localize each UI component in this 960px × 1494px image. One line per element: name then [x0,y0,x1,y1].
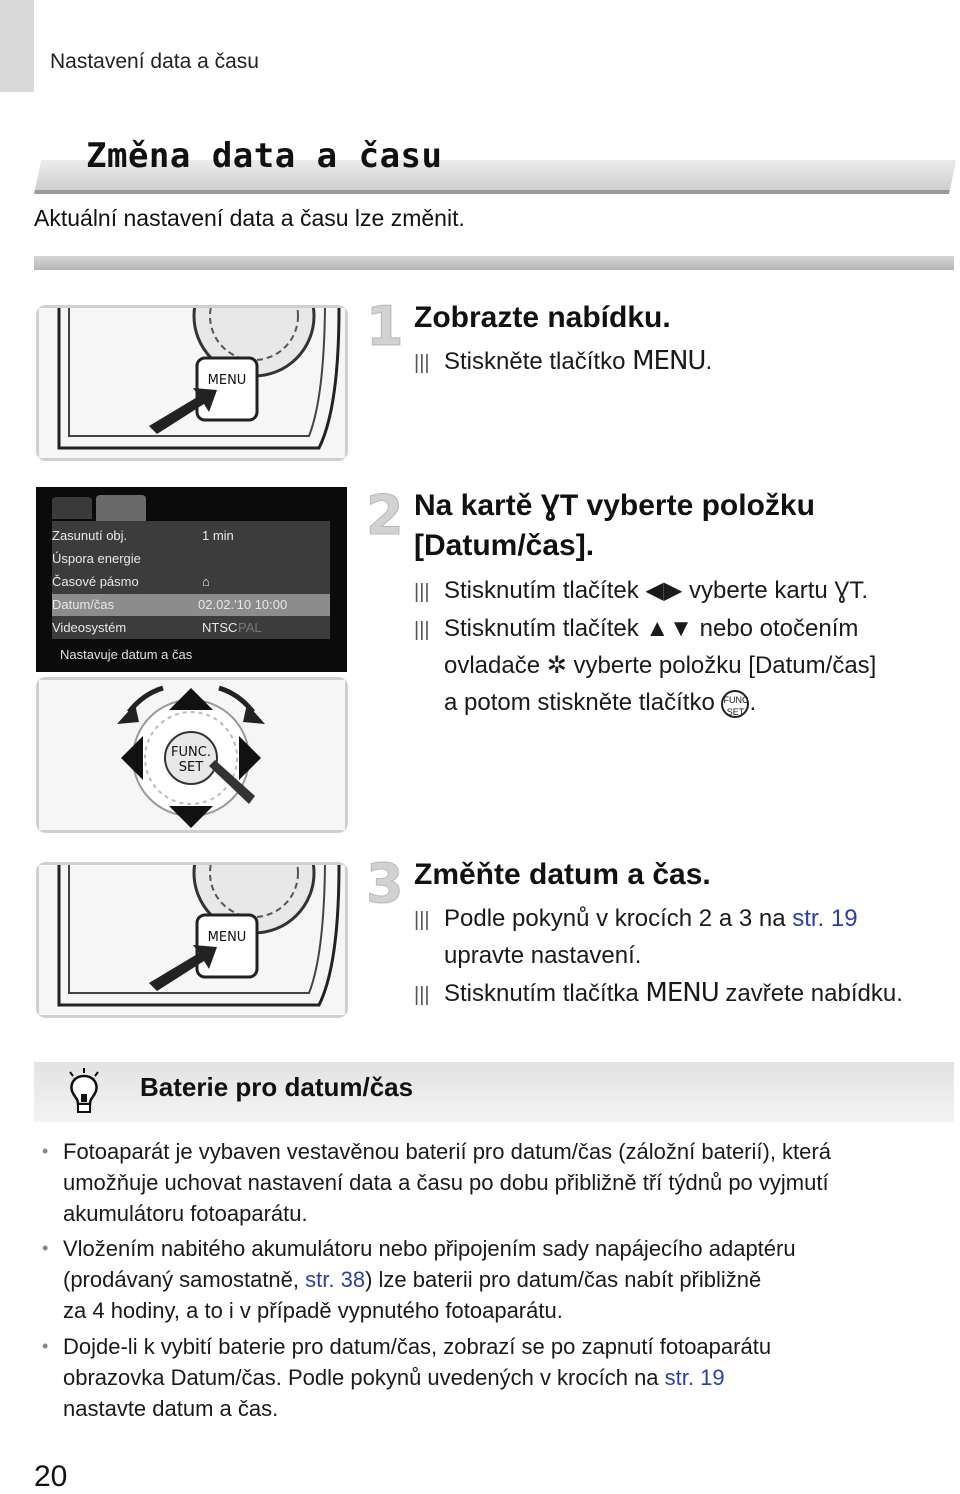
bullet-dot: • [42,1336,49,1356]
camera-menu-button-illustration [39,865,345,1015]
bullet-bars-icon: ||| [414,909,430,931]
svg-text:MENU: MENU [207,373,247,388]
lightbulb-icon [64,1066,104,1121]
tip-line [63,1362,942,1393]
bullet-bars-icon: ||| [414,352,430,374]
running-head: Nastavení data a času [50,50,259,73]
page-link[interactable]: str. 19 [664,1365,725,1390]
step1-title: Zobrazte nabídku. [414,301,671,334]
bullet-text: Podle pokynů v krocích 2 a 3 na [444,905,793,932]
camera-tab-icon [52,497,92,519]
tip-text-part: ) lze baterii pro datum/čas nabít přibližně [365,1267,762,1292]
menu-button-label: MENU [207,930,247,945]
bullet-text: . [705,348,713,375]
step1-illustration [36,305,348,461]
screen-row [52,571,330,593]
page-corner-tab [0,0,34,92]
screen-row-label: Úspora energie [52,551,141,566]
step-number-1: 1 [366,295,404,358]
home-icon: ⌂ [202,574,210,589]
screen-footer: Nastavuje datum a čas [60,647,193,662]
tip-item-2 [42,1233,942,1326]
screen-row-value: 02.02.'10 10:00 [198,597,288,612]
tip-line: umožňuje uchovat nastavení data a času po dobu přibližně tří týdnů po vyjmutí [63,1170,829,1195]
screen-row-value: 1 min [202,528,234,543]
step2-bullet-1: ||| Stisknutím tlačítek ◀▶ vyberte kartu ƔT. [414,572,868,611]
step3-illustration [36,862,348,1018]
up-down-arrows-icon: ▲▼ [645,615,693,642]
func-label-1: FUNC. [171,745,211,760]
step2-bullet-2 [414,610,858,649]
screen-row-label: Datum/čas [52,597,115,612]
bullet-text: Stisknutím tlačítek [444,615,646,642]
screen-row-value: PAL [238,620,262,635]
bullet-text: Stiskněte tlačítko [444,348,633,375]
settings-tab-glyph-icon: ƔT [834,577,862,604]
screen-row [52,548,330,570]
step1-bullet [414,343,712,382]
camera-lcd-screen [36,487,347,672]
screen-row-label: Videosystém [52,620,127,635]
func-label-2: SET [178,760,204,775]
step2-title-text: Na kartě [414,489,541,522]
step-number-2: 2 [366,484,404,547]
step2-title-text: vyberte položku [578,489,815,522]
bullet-dot: • [42,1238,49,1258]
tip-line: za 4 hodiny, a to i v případě vypnutého fotoaparátu. [63,1298,563,1323]
bullet-bars-icon: ||| [414,581,430,603]
step-number-3: 3 [366,852,404,915]
step3-title: Změňte datum a čas. [414,858,711,891]
separator-bar [34,256,954,270]
tip-item-3 [42,1331,942,1424]
step2-bullet-2-line3: a potom stiskněte tlačítko FUNC SET . [444,689,757,717]
page-link[interactable]: str. 19 [792,905,858,932]
bullet-text: vyberte kartu [682,577,835,604]
bullet-text: ovladače [444,652,547,679]
settings-tab-glyph-icon: ƔT [540,489,579,522]
screen-row-label: Časové pásmo [52,574,139,589]
menu-button-glyph: MENU [645,978,719,1008]
step3-bullet-1 [414,900,858,939]
section-title: Změna data a času [86,136,443,176]
bullet-text: nebo otočením [692,615,859,642]
step2-title-line2: [Datum/čas]. [414,529,595,562]
tip-line: nastavte datum a čas. [63,1396,279,1421]
screen-row-value: NTSC [202,620,238,635]
menu-button-glyph: MENU [632,346,706,376]
camera-menu-button-illustration [39,308,345,458]
bullet-bars-icon: ||| [414,984,430,1006]
tip-line: Fotoaparát je vybaven vestavěnou baterií pro datum/čas (záložní baterií), která [63,1139,831,1164]
tip-line: Dojde-li k vybití baterie pro datum/čas, zobrazí se po zapnutí fotoaparátu [63,1334,772,1359]
bullet-text: Stisknutím tlačítka [444,980,646,1007]
control-dial-illustration [39,680,345,830]
intro-text: Aktuální nastavení data a času lze změnit. [34,205,465,231]
tip-text-part: (prodávaný samostatně, [63,1267,306,1292]
tip-line [63,1264,942,1295]
tip-item-1 [42,1136,942,1229]
bullet-dot: • [42,1141,49,1161]
tip-line: akumulátoru fotoaparátu. [63,1201,308,1226]
bullet-text: zavřete nabídku. [718,980,903,1007]
page-number: 20 [34,1460,68,1493]
func-set-button-icon: FUNC SET [721,690,749,718]
step3-bullet-2 [414,975,903,1014]
page-link[interactable]: str. 38 [305,1267,366,1292]
settings-tab-icon [96,495,146,521]
step2-title-line1 [414,486,815,526]
tip-title: Baterie pro datum/čas [140,1072,414,1102]
tip-text-part: obrazovka Datum/čas. Podle pokynů uvedených v krocích na [63,1365,665,1390]
screen-row [52,617,330,639]
bullet-text: vyberte položku [Datum/čas] [566,652,877,679]
control-dial-icon: ✲ [546,652,567,679]
step2-dial-illustration [36,677,348,833]
screen-row-selected [52,594,330,616]
bullet-text: Stisknutím tlačítek [444,577,646,604]
bullet-bars-icon: ||| [414,619,430,641]
bullet-text: a potom stiskněte tlačítko [444,689,722,716]
tip-line: Vložením nabitého akumulátoru nebo připojením sady napájecího adaptéru [63,1236,796,1261]
left-right-arrows-icon: ◀▶ [645,577,683,604]
step3-bullet-1-line2: upravte nastavení. [444,942,642,969]
step2-bullet-2-line2 [444,647,876,684]
screen-row-label: Zasunutí obj. [52,528,128,543]
screen-row [52,525,330,547]
